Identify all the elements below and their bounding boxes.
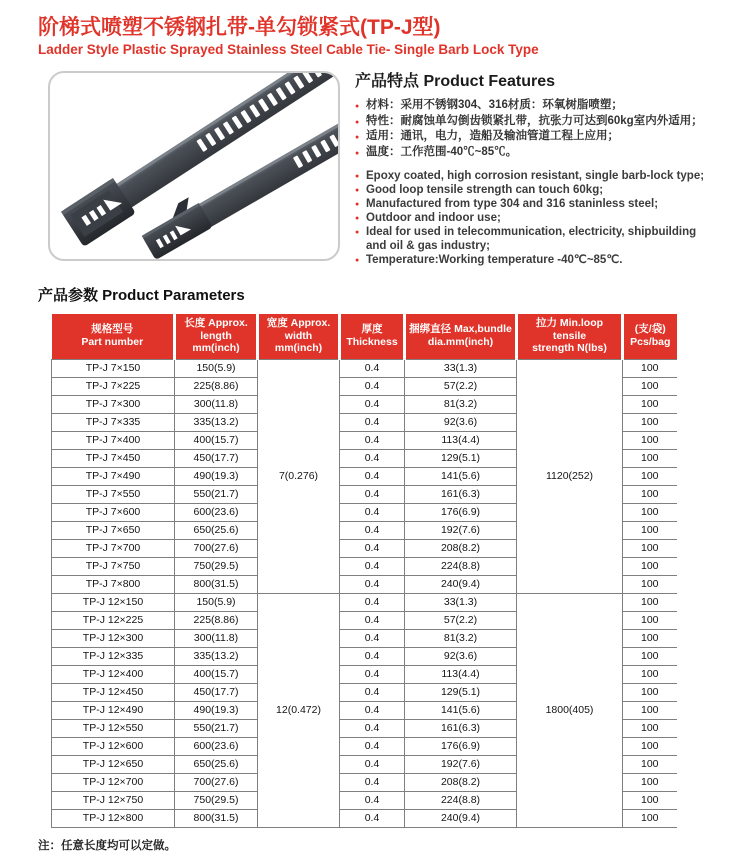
cell-bundle-diameter: 92(3.6) <box>405 647 517 665</box>
cell-thickness: 0.4 <box>340 683 405 701</box>
cell-length: 600(23.6) <box>175 737 258 755</box>
cell-pcs-per-bag: 100 <box>623 773 677 791</box>
cell-part-number: TP-J 7×700 <box>52 539 175 557</box>
features-list-en <box>355 169 712 267</box>
cell-pcs-per-bag: 100 <box>623 557 677 575</box>
cell-pcs-per-bag: 100 <box>623 575 677 593</box>
column-header-cn: 宽度 Approx. <box>266 317 331 329</box>
cell-pcs-per-bag: 100 <box>623 521 677 539</box>
feature-bullet-en: ● Temperature:Working temperature -40℃~85℃. <box>355 253 712 267</box>
cell-pcs-per-bag: 100 <box>623 395 677 413</box>
column-header-en: Part number <box>81 335 144 348</box>
cell-length: 335(13.2) <box>175 413 258 431</box>
cell-length: 750(29.5) <box>175 791 258 809</box>
params-header-row <box>52 314 677 359</box>
page-title: 阶梯式喷塑不锈钢扎带-单勾锁紧式(TP-J型) <box>38 16 441 39</box>
column-header-cn: 捆绑直径 Max,bundle <box>409 323 512 336</box>
column-header-en: length mm(inch) <box>192 329 240 354</box>
cell-pcs-per-bag: 100 <box>623 449 677 467</box>
cell-part-number: TP-J 12×650 <box>52 755 175 773</box>
cell-thickness: 0.4 <box>340 377 405 395</box>
cell-bundle-diameter: 224(8.8) <box>405 791 517 809</box>
cell-pcs-per-bag: 100 <box>623 791 677 809</box>
features-heading: 产品特点 Product Features <box>355 73 556 90</box>
cell-part-number: TP-J 12×400 <box>52 665 175 683</box>
cell-part-number: TP-J 7×335 <box>52 413 175 431</box>
column-header-cn: 规格型号 <box>91 323 134 336</box>
cell-thickness: 0.4 <box>340 521 405 539</box>
cell-bundle-diameter: 129(5.1) <box>405 449 517 467</box>
column-header-2 <box>258 314 340 359</box>
cell-thickness: 0.4 <box>340 485 405 503</box>
cell-part-number: TP-J 12×700 <box>52 773 175 791</box>
column-header-0 <box>52 314 175 359</box>
cell-part-number: TP-J 12×550 <box>52 719 175 737</box>
cell-length: 600(23.6) <box>175 503 258 521</box>
cell-thickness: 0.4 <box>340 449 405 467</box>
column-header-en: strength N(lbs) <box>532 342 607 354</box>
column-header-en: width mm(inch) <box>274 329 323 354</box>
cell-length: 650(25.6) <box>175 755 258 773</box>
cell-part-number: TP-J 7×300 <box>52 395 175 413</box>
column-header-cn: 拉力 Min.loop tensile <box>535 317 604 342</box>
cell-length: 300(11.8) <box>175 629 258 647</box>
cell-part-number: TP-J 7×550 <box>52 485 175 503</box>
cell-length: 150(5.9) <box>175 359 258 377</box>
cell-length: 300(11.8) <box>175 395 258 413</box>
cell-length: 150(5.9) <box>175 593 258 611</box>
cell-thickness: 0.4 <box>340 773 405 791</box>
cell-bundle-diameter: 176(6.9) <box>405 503 517 521</box>
column-header-cn: 长度 Approx. <box>184 317 248 329</box>
feature-bullet-en: ● Epoxy coated, high corrosion resistant, single barb-lock type; <box>355 169 712 183</box>
cell-pcs-per-bag: 100 <box>623 719 677 737</box>
parameters-table <box>51 314 677 828</box>
cell-thickness: 0.4 <box>340 557 405 575</box>
cell-thickness: 0.4 <box>340 431 405 449</box>
cell-pcs-per-bag: 100 <box>623 413 677 431</box>
cell-part-number: TP-J 7×150 <box>52 359 175 377</box>
cell-tensile-strength-merged: 1800(405) <box>517 593 623 827</box>
cell-thickness: 0.4 <box>340 719 405 737</box>
cell-thickness: 0.4 <box>340 737 405 755</box>
cell-thickness: 0.4 <box>340 701 405 719</box>
cell-length: 650(25.6) <box>175 521 258 539</box>
cell-bundle-diameter: 161(6.3) <box>405 719 517 737</box>
top-section <box>48 71 712 267</box>
cell-part-number: TP-J 7×800 <box>52 575 175 593</box>
cell-bundle-diameter: 33(1.3) <box>405 593 517 611</box>
column-header-en: Pcs/bag <box>630 335 671 348</box>
cell-part-number: TP-J 12×800 <box>52 809 175 827</box>
cell-pcs-per-bag: 100 <box>623 683 677 701</box>
cell-part-number: TP-J 7×400 <box>52 431 175 449</box>
cell-pcs-per-bag: 100 <box>623 629 677 647</box>
cell-length: 225(8.86) <box>175 377 258 395</box>
cell-pcs-per-bag: 100 <box>623 647 677 665</box>
cell-part-number: TP-J 7×490 <box>52 467 175 485</box>
cell-pcs-per-bag: 100 <box>623 737 677 755</box>
cell-thickness: 0.4 <box>340 395 405 413</box>
datasheet-page <box>0 16 730 860</box>
cell-length: 800(31.5) <box>175 809 258 827</box>
cell-length: 490(19.3) <box>175 701 258 719</box>
cell-thickness: 0.4 <box>340 629 405 647</box>
cell-bundle-diameter: 113(4.4) <box>405 431 517 449</box>
cell-pcs-per-bag: 100 <box>623 377 677 395</box>
cell-bundle-diameter: 192(7.6) <box>405 755 517 773</box>
feature-bullet-en: ● Manufactured from type 304 and 316 staninless steel; <box>355 197 712 211</box>
cell-length: 800(31.5) <box>175 575 258 593</box>
cell-pcs-per-bag: 100 <box>623 809 677 827</box>
cell-bundle-diameter: 92(3.6) <box>405 413 517 431</box>
cell-bundle-diameter: 113(4.4) <box>405 665 517 683</box>
cell-part-number: TP-J 12×490 <box>52 701 175 719</box>
column-header-en: Thickness <box>346 335 398 348</box>
cell-part-number: TP-J 12×150 <box>52 593 175 611</box>
cable-tie-image <box>50 73 338 259</box>
cell-pcs-per-bag: 100 <box>623 467 677 485</box>
cell-pcs-per-bag: 100 <box>623 701 677 719</box>
column-header-5 <box>517 314 623 359</box>
cell-part-number: TP-J 7×600 <box>52 503 175 521</box>
cell-pcs-per-bag: 100 <box>623 755 677 773</box>
column-header-cn: (支/袋) <box>634 323 666 336</box>
cell-part-number: TP-J 7×650 <box>52 521 175 539</box>
cell-bundle-diameter: 240(9.4) <box>405 575 517 593</box>
cell-length: 550(21.7) <box>175 719 258 737</box>
table-row <box>52 359 677 377</box>
cell-bundle-diameter: 240(9.4) <box>405 809 517 827</box>
cell-bundle-diameter: 141(5.6) <box>405 467 517 485</box>
cell-bundle-diameter: 208(8.2) <box>405 539 517 557</box>
cell-bundle-diameter: 141(5.6) <box>405 701 517 719</box>
cell-pcs-per-bag: 100 <box>623 665 677 683</box>
cell-bundle-diameter: 224(8.8) <box>405 557 517 575</box>
cell-part-number: TP-J 12×300 <box>52 629 175 647</box>
feature-bullet-en: ● Good loop tensile strength can touch 60kg; <box>355 183 712 197</box>
parameters-heading: 产品参数 Product Parameters <box>38 287 245 304</box>
cell-length: 400(15.7) <box>175 431 258 449</box>
features-list-cn <box>355 98 712 160</box>
cell-thickness: 0.4 <box>340 809 405 827</box>
cell-length: 450(17.7) <box>175 683 258 701</box>
cell-thickness: 0.4 <box>340 359 405 377</box>
cell-thickness: 0.4 <box>340 539 405 557</box>
cell-thickness: 0.4 <box>340 467 405 485</box>
cell-length: 750(29.5) <box>175 557 258 575</box>
cell-thickness: 0.4 <box>340 611 405 629</box>
cell-pcs-per-bag: 100 <box>623 359 677 377</box>
cell-part-number: TP-J 12×750 <box>52 791 175 809</box>
cell-bundle-diameter: 208(8.2) <box>405 773 517 791</box>
feature-bullet-cn: ● 温度：工作范围-40℃~85℃。 <box>355 145 712 161</box>
feature-bullet-cn: ● 特性：耐腐蚀单勾倒齿锁紧扎带，抗张力可达到60kg室内外适用； <box>355 114 712 130</box>
cell-thickness: 0.4 <box>340 647 405 665</box>
cell-thickness: 0.4 <box>340 665 405 683</box>
cell-part-number: TP-J 12×335 <box>52 647 175 665</box>
cell-width-merged: 12(0.472) <box>258 593 340 827</box>
footnote: 注：任意长度均可以定做。 <box>38 839 176 852</box>
column-header-3 <box>340 314 405 359</box>
cell-bundle-diameter: 57(2.2) <box>405 611 517 629</box>
column-header-1 <box>175 314 258 359</box>
cell-pcs-per-bag: 100 <box>623 485 677 503</box>
feature-bullet-cn: ● 材料：采用不锈钢304、316材质：环氧树脂喷塑； <box>355 98 712 114</box>
cell-bundle-diameter: 161(6.3) <box>405 485 517 503</box>
cell-pcs-per-bag: 100 <box>623 539 677 557</box>
cell-part-number: TP-J 12×450 <box>52 683 175 701</box>
cell-length: 225(8.86) <box>175 611 258 629</box>
cell-thickness: 0.4 <box>340 503 405 521</box>
feature-bullet-cn: ● 适用：通讯，电力，造船及输油管道工程上应用； <box>355 129 712 145</box>
feature-bullet-en: ● Outdoor and indoor use; <box>355 211 712 225</box>
cell-length: 490(19.3) <box>175 467 258 485</box>
product-photo <box>48 71 340 261</box>
column-header-6 <box>623 314 677 359</box>
features-section <box>355 71 712 267</box>
cell-thickness: 0.4 <box>340 575 405 593</box>
cell-length: 550(21.7) <box>175 485 258 503</box>
cell-length: 700(27.6) <box>175 539 258 557</box>
column-header-en: dia.mm(inch) <box>427 335 494 348</box>
cell-pcs-per-bag: 100 <box>623 593 677 611</box>
cell-bundle-diameter: 81(3.2) <box>405 395 517 413</box>
cell-bundle-diameter: 81(3.2) <box>405 629 517 647</box>
cell-length: 335(13.2) <box>175 647 258 665</box>
cell-part-number: TP-J 12×225 <box>52 611 175 629</box>
cell-part-number: TP-J 7×225 <box>52 377 175 395</box>
cell-bundle-diameter: 192(7.6) <box>405 521 517 539</box>
cell-pcs-per-bag: 100 <box>623 503 677 521</box>
cell-thickness: 0.4 <box>340 791 405 809</box>
cell-bundle-diameter: 176(6.9) <box>405 737 517 755</box>
cell-length: 400(15.7) <box>175 665 258 683</box>
page-subtitle: Ladder Style Plastic Sprayed Stainless Steel Cable Tie- Single Barb Lock Type <box>38 42 539 57</box>
cell-part-number: TP-J 7×750 <box>52 557 175 575</box>
cell-pcs-per-bag: 100 <box>623 611 677 629</box>
column-header-cn: 厚度 <box>361 323 383 336</box>
feature-bullet-en: ● Ideal for used in telecommunication, electricity, shipbuilding and oil & gas industry; <box>355 225 712 253</box>
cell-bundle-diameter: 129(5.1) <box>405 683 517 701</box>
cell-length: 450(17.7) <box>175 449 258 467</box>
column-header-4 <box>405 314 517 359</box>
cell-bundle-diameter: 33(1.3) <box>405 359 517 377</box>
cell-part-number: TP-J 7×450 <box>52 449 175 467</box>
cell-thickness: 0.4 <box>340 413 405 431</box>
cell-bundle-diameter: 57(2.2) <box>405 377 517 395</box>
cell-tensile-strength-merged: 1120(252) <box>517 359 623 593</box>
cell-length: 700(27.6) <box>175 773 258 791</box>
cell-width-merged: 7(0.276) <box>258 359 340 593</box>
cell-part-number: TP-J 12×600 <box>52 737 175 755</box>
cell-pcs-per-bag: 100 <box>623 431 677 449</box>
cell-thickness: 0.4 <box>340 755 405 773</box>
cell-thickness: 0.4 <box>340 593 405 611</box>
table-row <box>52 593 677 611</box>
